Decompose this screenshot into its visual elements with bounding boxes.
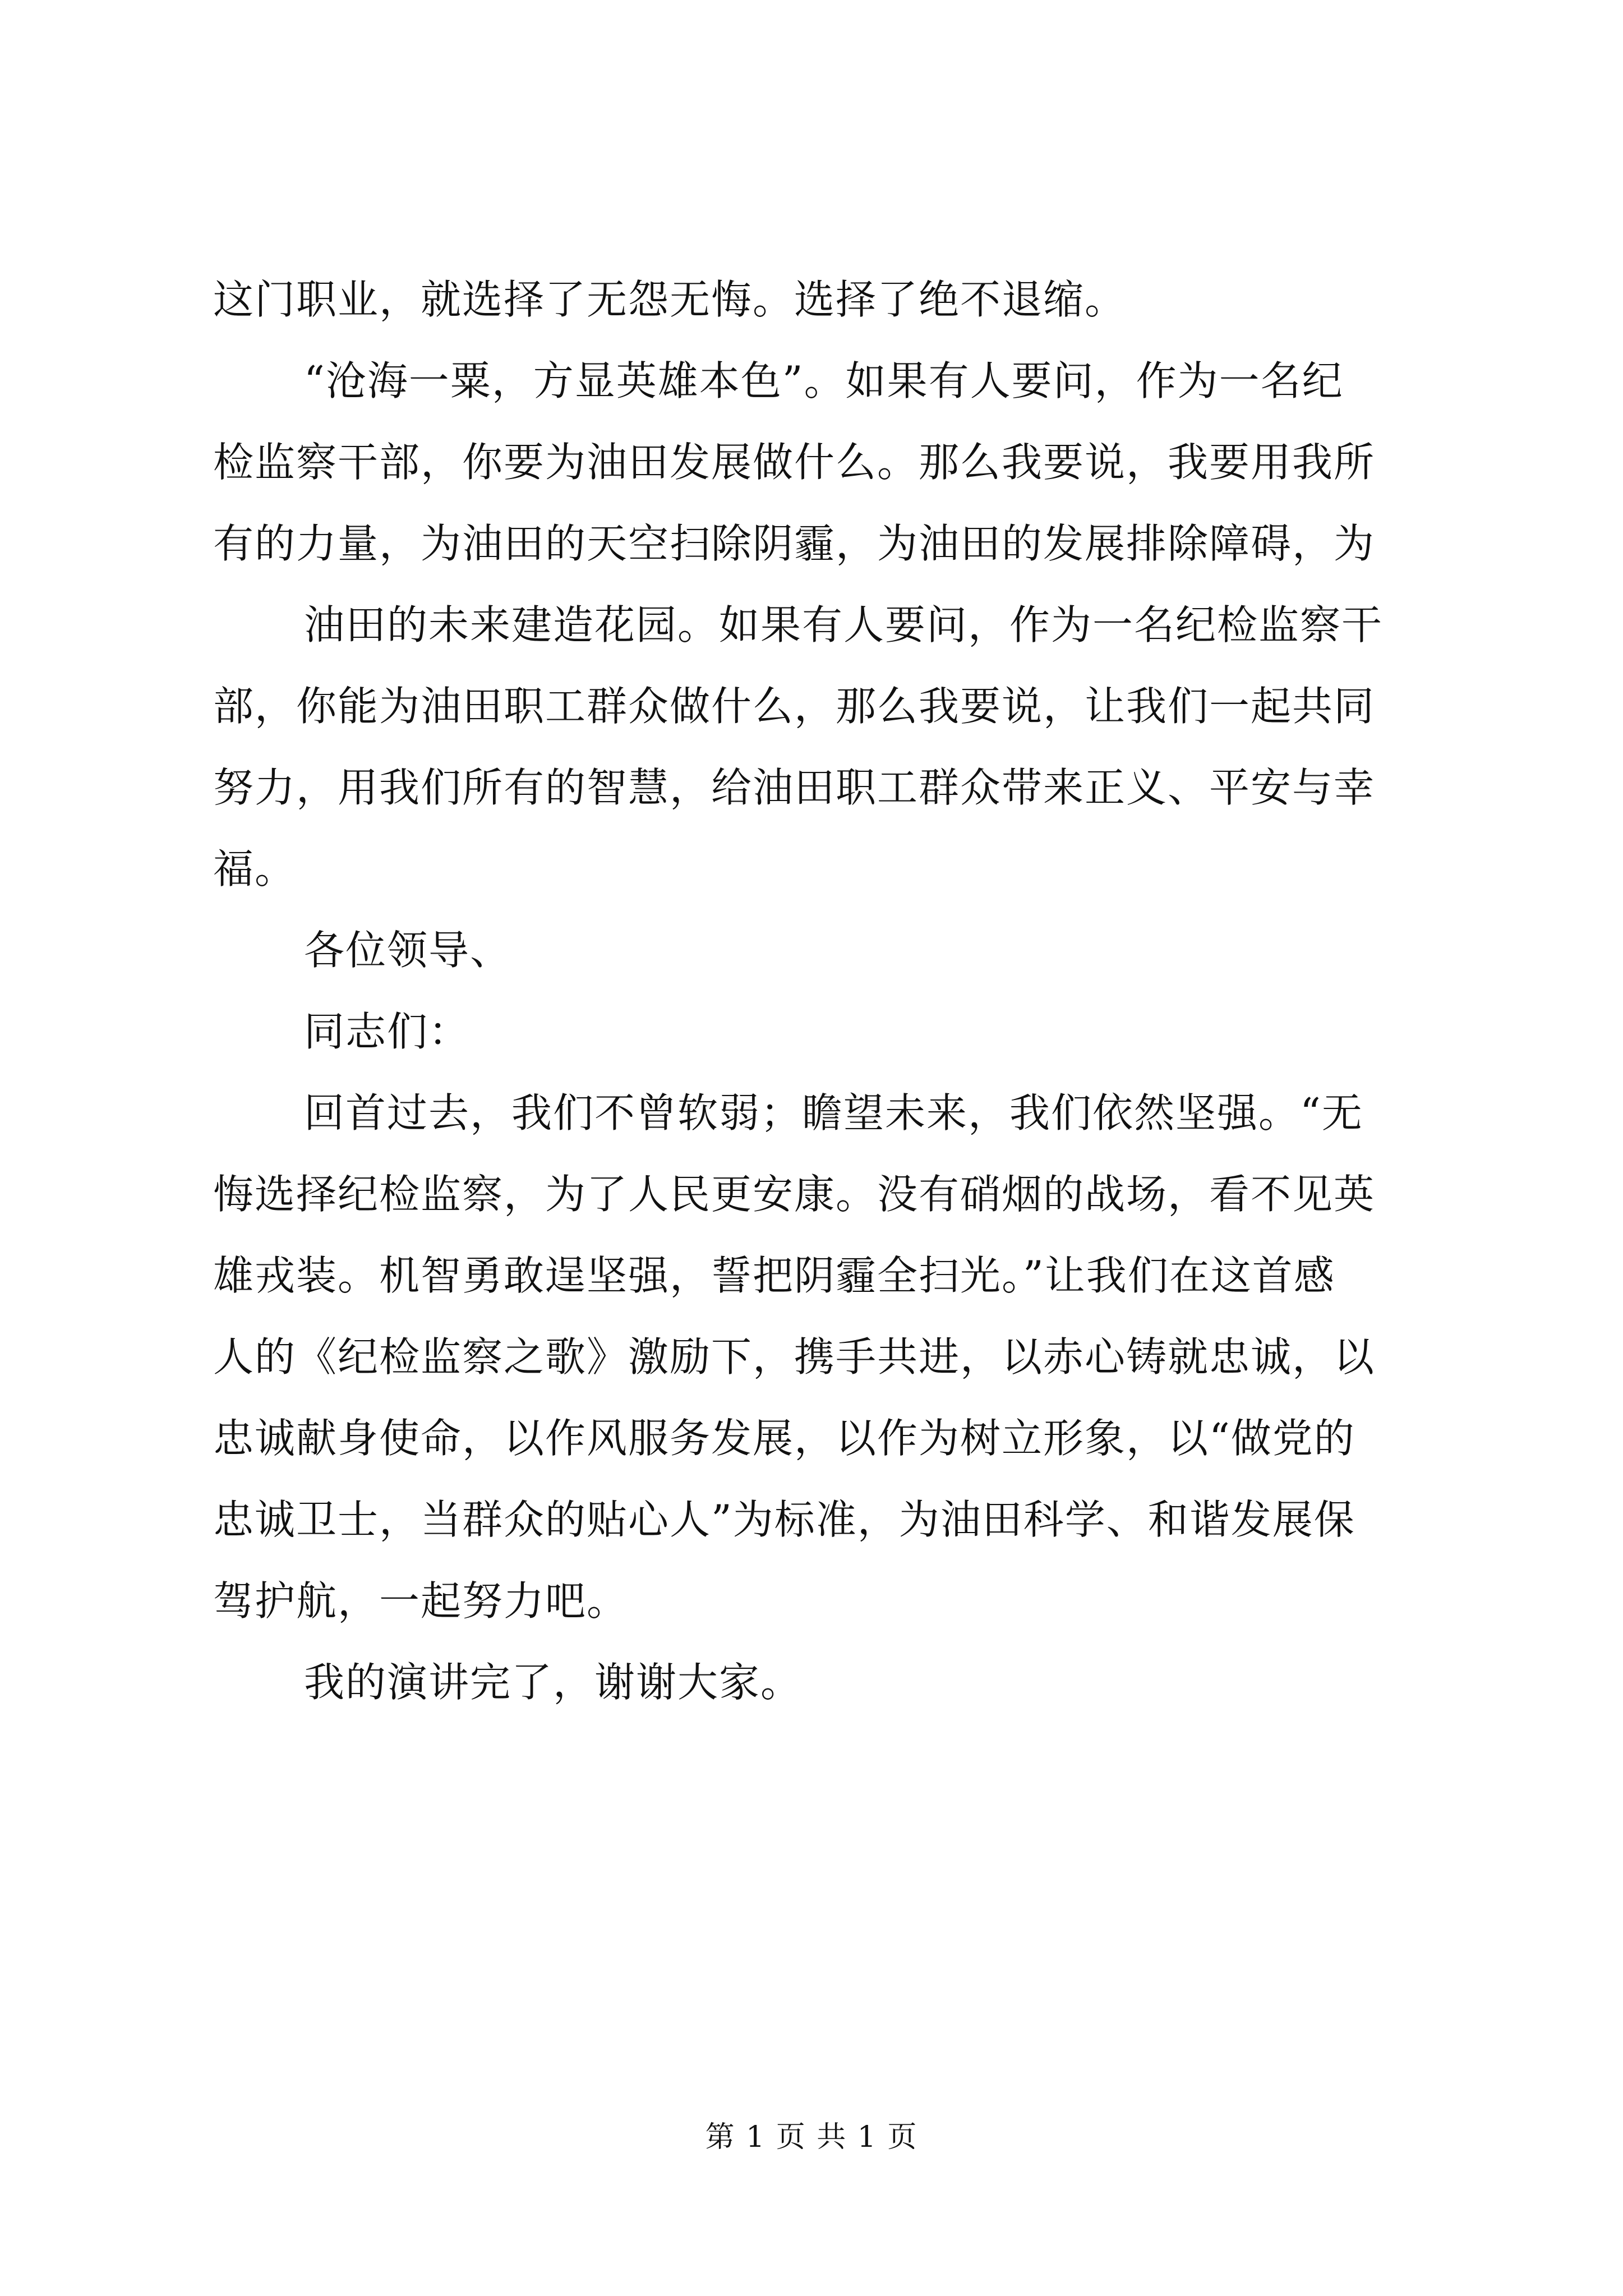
document-body: [213, 259, 1424, 1723]
text-line-17: 驾护航，一起努力吧。: [213, 1577, 629, 1625]
salutation-line-2: 同志们：: [304, 1008, 471, 1055]
text-line-11: 回首过去，我们不曾软弱；瞻望未来，我们依然坚强。“无: [304, 1089, 1363, 1137]
text-line-15: 忠诚献身使命，以作风服务发展，以作为树立形象，以“做党的: [213, 1415, 1355, 1462]
page-number-label: 第 1 页 共 1 页: [705, 2120, 918, 2154]
text-line-14: 人的《纪检监察之歌》激励下，携手共进，以赤心铸就忠诚，以: [213, 1333, 1376, 1381]
text-line-12: 悔选择纪检监察，为了人民更安康。没有硝烟的战场，看不见英: [213, 1171, 1376, 1218]
text-line-7: 努力，用我们所有的智慧，给油田职工群众带来正义、平安与幸: [213, 764, 1376, 811]
text-line-3: 检监察干部，你要为油田发展做什么。那么我要说，我要用我所: [213, 439, 1376, 486]
closing-line: 我的演讲完了，谢谢大家。: [304, 1659, 803, 1706]
text-line-5: 油田的未来建造花园。如果有人要问，作为一名纪检监察干: [304, 601, 1384, 648]
salutation-line-1: 各位领导、: [304, 927, 512, 974]
text-line-4: 有的力量，为油田的天空扫除阴霾，为油田的发展排除障碍，为: [213, 520, 1376, 567]
text-line-13: 雄戎装。机智勇敢逞坚强，誓把阴霾全扫光。”让我们在这首感: [213, 1252, 1335, 1299]
text-line-16: 忠诚卫士，当群众的贴心人”为标准，为油田科学、和谐发展保: [213, 1496, 1355, 1543]
page-footer: [0, 2118, 1623, 2157]
text-line-2: “沧海一粟，方显英雄本色”。如果有人要问，作为一名纪: [304, 357, 1344, 404]
text-line-8: 福。: [213, 845, 297, 892]
text-line-1: 这门职业，就选择了无怨无悔。选择了绝不退缩。: [213, 276, 1127, 323]
text-line-6: 部，你能为油田职工群众做什么，那么我要说，让我们一起共同: [213, 683, 1376, 730]
